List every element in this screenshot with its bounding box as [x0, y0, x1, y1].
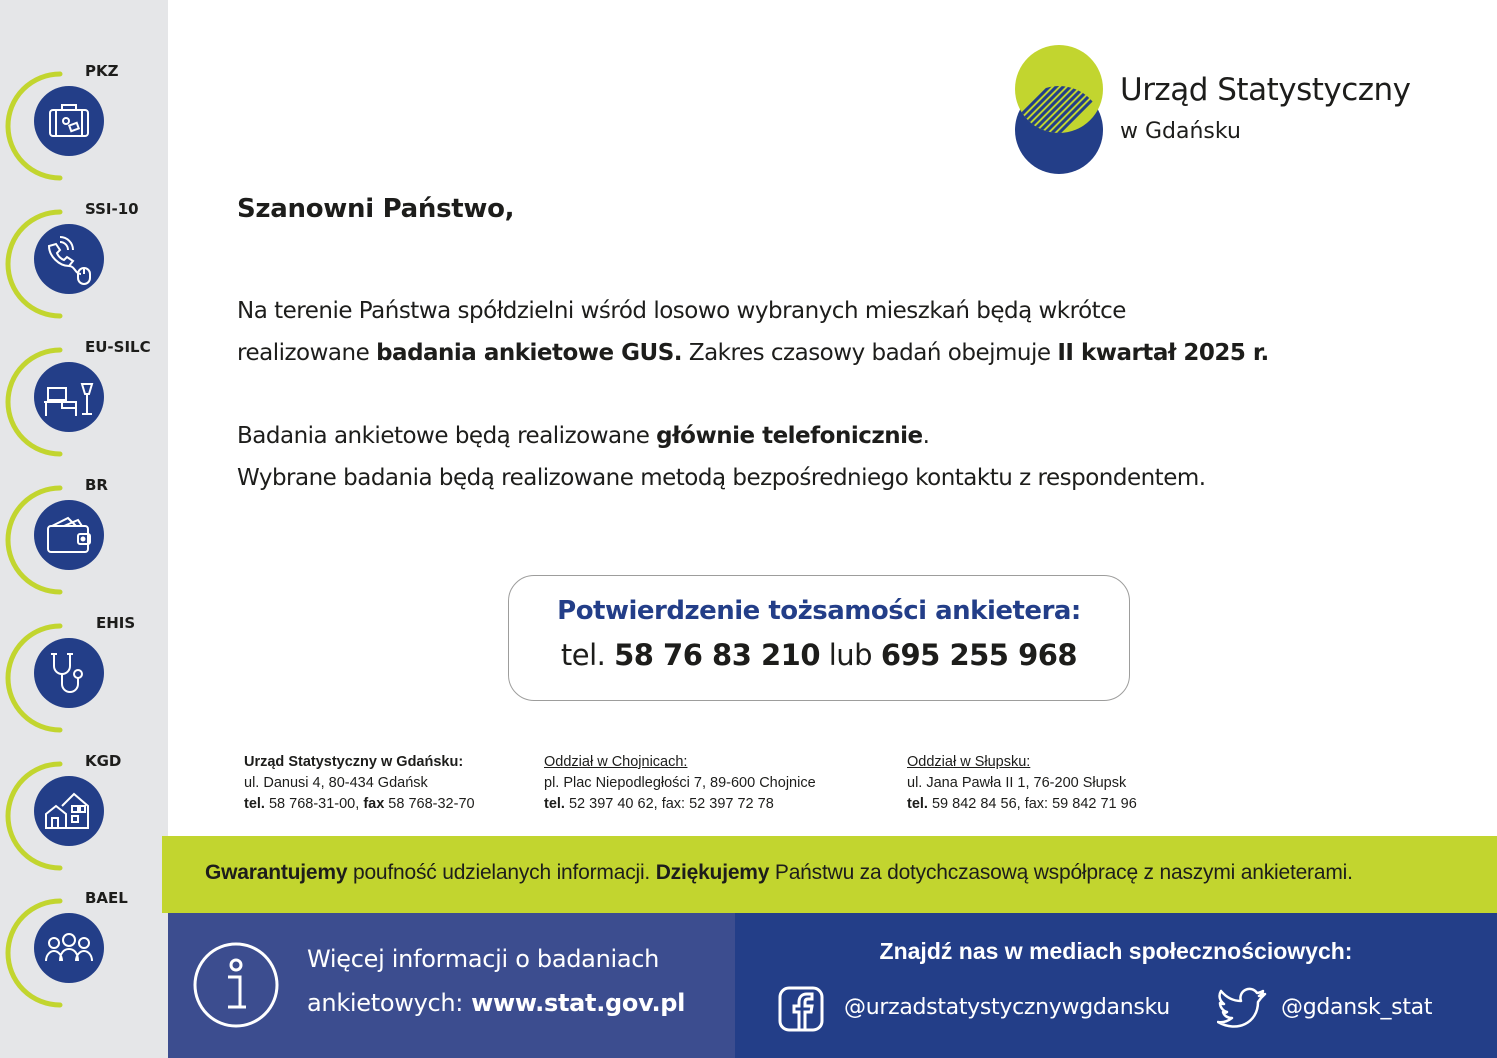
survey-sidebar: [0, 0, 168, 1058]
identity-title: Potwierdzenie tożsamości ankietera:: [557, 596, 1081, 626]
text-run: Zakres czasowy badań obejmuje: [682, 340, 1058, 366]
tel-value: 59 842 84 56, fax: 59 842 71 96: [927, 796, 1137, 812]
paragraph-line: Wybrane badania będą realizowane metodą bezpośredniego kontaktu z respondentem.: [237, 465, 1206, 491]
tel-label: tel.: [244, 796, 265, 812]
houses-icon: [34, 776, 104, 846]
fax-label: fax: [363, 796, 385, 812]
facebook-icon: [778, 986, 824, 1032]
logo-title: Urząd Statystyczny: [1120, 72, 1411, 108]
survey-code: EU-SILC: [85, 338, 151, 356]
info-icon: [192, 941, 280, 1029]
office-name: Oddział w Chojnicach:: [544, 754, 688, 770]
office-logo: [1014, 44, 1444, 176]
office-street: pl. Plac Niepodległości 7, 89-600 Chojnice: [544, 775, 816, 791]
text-run: Państwu za dotychczasową współpracę z naszymi ankieterami.: [769, 861, 1353, 884]
office-contact: [907, 794, 1137, 815]
office-street: ul. Danusi 4, 80-434 Gdańsk: [244, 775, 428, 791]
website-link[interactable]: www.stat.gov.pl: [471, 989, 686, 1017]
text-run-bold: głównie telefonicznie: [656, 423, 923, 449]
stethoscope-icon: [34, 638, 104, 708]
text-run: Badania ankietowe będą realizowane: [237, 423, 657, 449]
more-info-line1: Więcej informacji o badaniach: [307, 945, 660, 973]
text-run: ankietowych:: [307, 989, 464, 1017]
phone-separator: lub: [820, 638, 881, 672]
survey-code: EHIS: [96, 614, 136, 632]
survey-code: PKZ: [85, 62, 119, 80]
survey-code: BAEL: [85, 889, 128, 907]
survey-item-ehis: [0, 614, 168, 738]
more-info-panel: [168, 913, 735, 1058]
text-run-bold: Dziękujemy: [655, 861, 770, 884]
office-address-slupsk: [907, 752, 1137, 815]
phone-number-1[interactable]: 58 76 83 210: [614, 638, 821, 672]
tel-value: 52 397 40 62, fax: 52 397 72 78: [564, 796, 774, 812]
paragraph-line: Na terenie Państwa spółdzielni wśród losowo wybranych mieszkań będą wkrótce: [237, 298, 1126, 324]
guarantee-text: [205, 861, 1353, 885]
office-address-gdansk: [244, 752, 475, 815]
paragraph-survey-info: [237, 290, 1269, 374]
office-street: ul. Jana Pawła II 1, 76-200 Słupsk: [907, 775, 1127, 791]
people-icon: [34, 913, 104, 983]
twitter-icon: [1217, 987, 1269, 1031]
office-name: Oddział w Słupsku:: [907, 754, 1031, 770]
tel-label: tel.: [907, 796, 928, 812]
survey-code: KGD: [85, 752, 122, 770]
facebook-handle[interactable]: @urzadstatystycznywgdansku: [844, 995, 1170, 1020]
identity-phones: [509, 638, 1129, 672]
text-run-bold: Gwarantujemy: [205, 861, 348, 884]
survey-code: BR: [85, 476, 108, 494]
phone-number-2[interactable]: 695 255 968: [880, 638, 1078, 672]
survey-item-ssi10: [0, 200, 168, 324]
survey-item-pkz: [0, 62, 168, 186]
office-name: Urząd Statystyczny w Gdańsku:: [244, 754, 464, 770]
guarantee-banner: [162, 836, 1497, 913]
desk-lamp-icon: [34, 362, 104, 432]
text-run: poufność udzielanych informacji.: [347, 861, 656, 884]
social-title: Znajdź nas w mediach społecznościowych:: [879, 938, 1353, 964]
social-media-panel: [735, 913, 1497, 1058]
phone-mouse-icon: [34, 224, 104, 294]
office-contact: [244, 794, 475, 815]
tel-label: tel.: [544, 796, 565, 812]
greeting: Szanowni Państwo,: [237, 194, 515, 224]
more-info-line2: [307, 989, 685, 1017]
survey-code: SSI-10: [85, 200, 139, 218]
survey-item-eu-silc: [0, 338, 168, 462]
text-run-bold: II kwartał 2025 r.: [1057, 340, 1269, 366]
wallet-icon: [34, 500, 104, 570]
text-run: .: [922, 423, 930, 449]
tel-value: 58 768-31-00,: [264, 796, 364, 812]
identity-confirmation-box: [508, 575, 1130, 701]
office-logo-mark: [1014, 44, 1104, 176]
office-contact: [544, 794, 816, 815]
survey-item-bael: [0, 889, 168, 1013]
paragraph-line: [237, 332, 1269, 374]
text-run-bold: badania ankietowe GUS.: [376, 340, 683, 366]
phone-prefix: tel.: [560, 638, 615, 672]
survey-item-kgd: [0, 752, 168, 876]
logo-subtitle: w Gdańsku: [1120, 119, 1241, 144]
suitcase-icon: [34, 86, 104, 156]
paragraph-line: [237, 415, 1206, 457]
paragraph-survey-method: [237, 415, 1206, 499]
text-run: realizowane: [237, 340, 377, 366]
fax-value: 58 768-32-70: [384, 796, 475, 812]
office-address-chojnice: [544, 752, 816, 815]
survey-item-br: [0, 476, 168, 600]
twitter-handle[interactable]: @gdansk_stat: [1281, 995, 1433, 1020]
